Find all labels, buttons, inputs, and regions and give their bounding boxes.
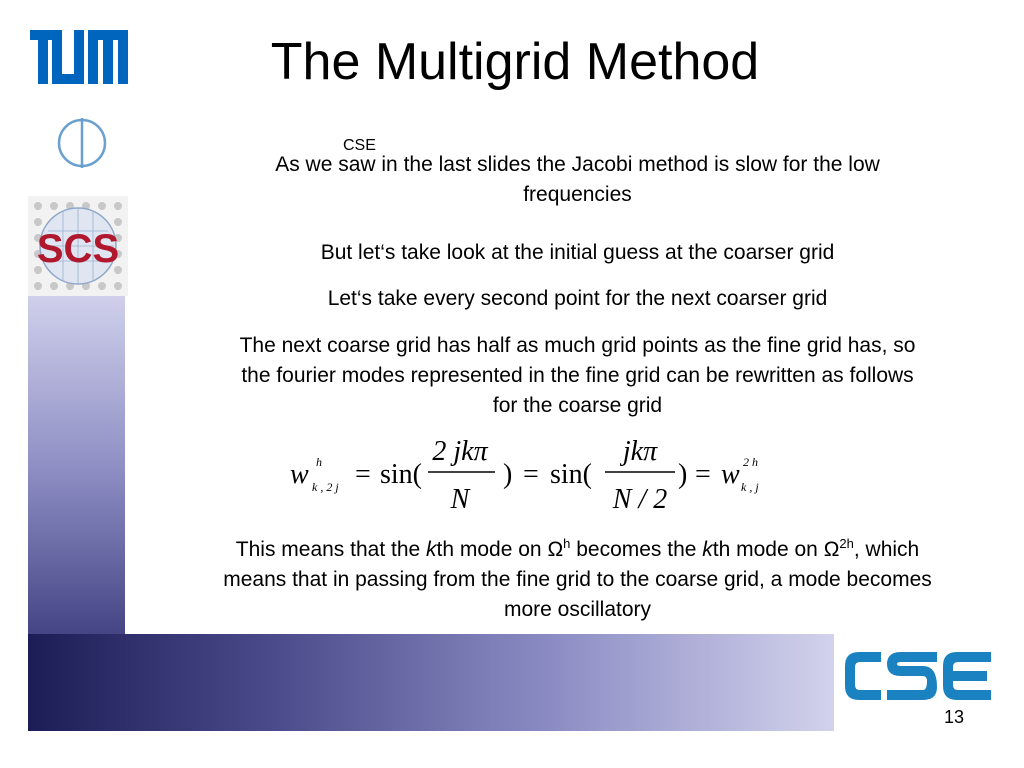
paragraph-coarse-grid [140, 331, 1015, 421]
formula-sup-2h: 2 h [743, 455, 758, 469]
paragraph-initial-guess: But let‘s take look at the initial guess at the coarser grid [320, 241, 835, 264]
formula-num1: 2 jkπ [432, 436, 488, 467]
tum-logo [30, 30, 128, 84]
scs-logo-text: SCS [36, 227, 120, 271]
paragraph-oscillatory [140, 529, 1015, 625]
formula-sin2: sin( [550, 459, 592, 490]
formula-sup-h: h [316, 455, 322, 469]
formula-num2: jkπ [622, 436, 658, 467]
circle-logo [55, 116, 109, 170]
text-italic-k: k [426, 538, 437, 561]
formula-sub-k2j: k , 2 j [312, 480, 339, 494]
bottom-gradient-bar [28, 634, 834, 731]
paragraph-line [140, 529, 1015, 565]
text-run: th mode on Ω [436, 538, 564, 561]
text-run: This means that the [235, 538, 427, 561]
text-sup: h [563, 536, 571, 551]
scs-logo [28, 196, 128, 296]
fourier-mode-formula [285, 428, 775, 520]
formula-w: w [290, 459, 309, 490]
formula-eq1: = [355, 459, 371, 490]
paragraph-line: frequencies [523, 183, 632, 206]
text-italic-k: k [702, 538, 713, 561]
paragraph-line: The next coarse grid has half as much grid points as the fine grid has, so [239, 334, 916, 357]
formula-sub-kj: k , j [741, 480, 759, 494]
formula-close1: ) [503, 459, 513, 490]
paragraph-line: for the coarse grid [492, 394, 663, 417]
formula-eq3: = [695, 459, 711, 490]
text-run: th mode on Ω [712, 538, 840, 561]
text-run: becomes the [570, 538, 703, 561]
formula-close2: ) [678, 459, 688, 490]
formula-den1: N [450, 484, 470, 515]
formula-sin1: sin( [380, 459, 422, 490]
slide-number: 13 [943, 707, 964, 727]
paragraph-jacobi [140, 150, 1015, 210]
slide-title: The Multigrid Method [270, 33, 760, 91]
paragraph-every-second-point: Let‘s take every second point for the next coarser grid [327, 287, 828, 310]
paragraph-line: the fourier modes represented in the fine grid can be rewritten as follows [241, 364, 914, 387]
formula-w2: w [721, 459, 740, 490]
paragraph-line: As we saw in the last slides the Jacobi method is slow for the low [275, 153, 880, 176]
text-run: , which [853, 538, 920, 561]
paragraph-line: more oscillatory [503, 598, 652, 621]
paragraph-line: means that in passing from the fine grid to the coarse grid, a mode becomes [223, 568, 932, 591]
text-sup: 2h [839, 536, 854, 551]
formula-eq2: = [523, 459, 539, 490]
formula-den2: N / 2 [612, 484, 668, 515]
cse-logo-text: CSE [343, 137, 376, 154]
